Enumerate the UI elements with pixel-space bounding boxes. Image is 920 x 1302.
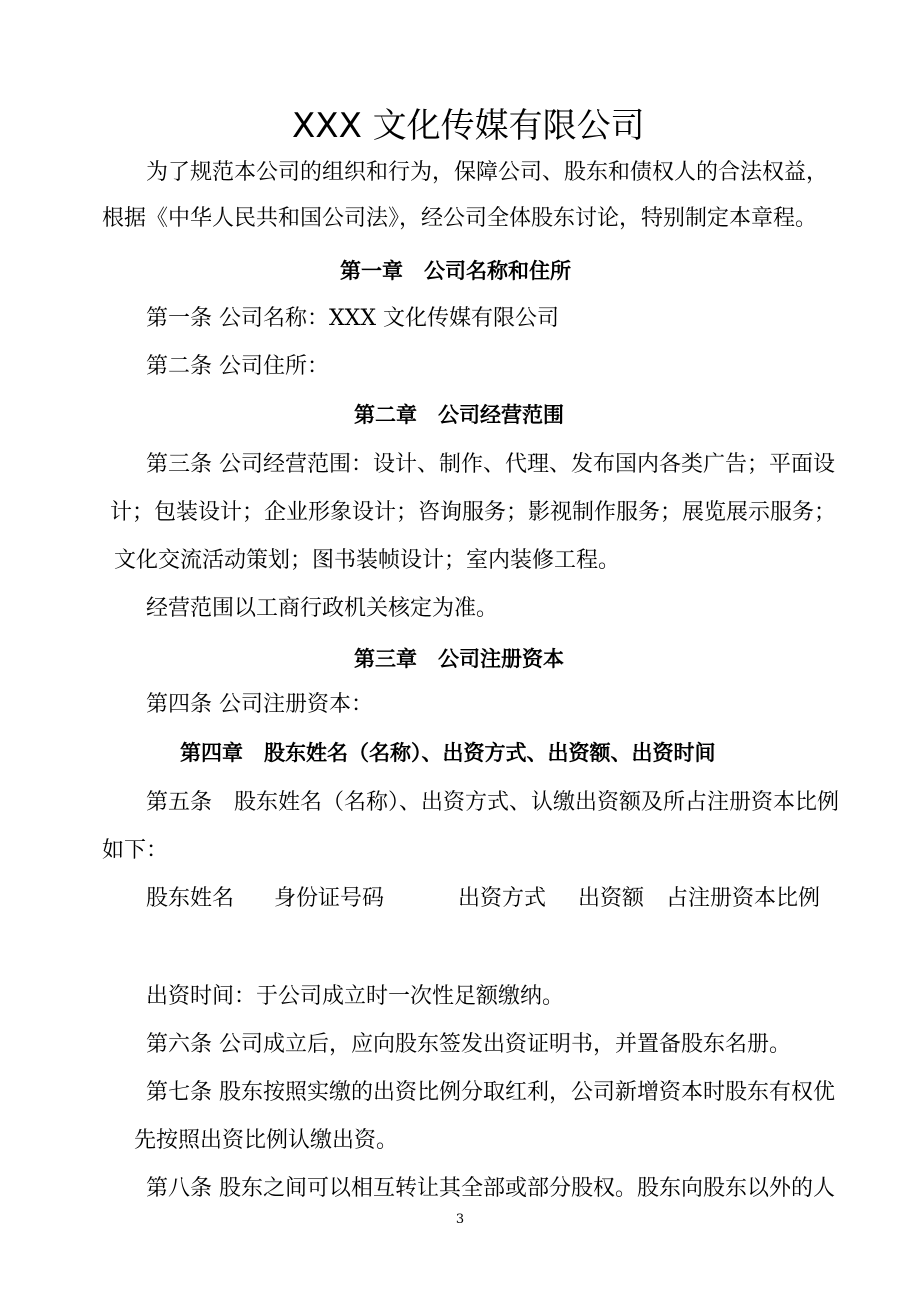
article-4: 第四条 公司注册资本： [146, 692, 373, 717]
article-7-line-2: 先按照出资比例认缴出资。 [134, 1128, 399, 1153]
article-3-line-1: 第三条 公司经营范围：设计、制作、代理、发布国内各类广告；平面设 [146, 452, 835, 477]
article-1: 第一条 公司名称：XXX 文化传媒有限公司 [146, 306, 559, 331]
article-8-line-1: 第八条 股东之间可以相互转让其全部或部分股权。股东向股东以外的人 [146, 1176, 835, 1201]
article-5-line-2: 如下： [102, 838, 169, 863]
intro-line-2: 根据《中华人民共和国公司法》，经公司全体股东讨论，特别制定本章程。 [102, 206, 818, 231]
chapter-3-heading: 第三章 公司注册资本 [354, 647, 564, 671]
article-7-line-1: 第七条 股东按照实缴的出资比例分取红利，公司新增资本时股东有权优 [146, 1080, 835, 1105]
chapter-1-heading: 第一章 公司名称和住所 [340, 259, 571, 283]
header-id-number: 身份证号码 [274, 886, 385, 911]
article-5-line-1: 第五条 股东姓名（名称）、出资方式、认缴出资额及所占注册资本比例 [146, 790, 840, 815]
article-6: 第六条 公司成立后，应向股东签发出资证明书，并置备股东名册。 [146, 1032, 791, 1057]
article-2: 第二条 公司住所： [146, 354, 329, 379]
article-3-line-2: 计；包装设计；企业形象设计；咨询服务；影视制作服务；展览展示服务； [110, 500, 837, 525]
contribution-time: 出资时间：于公司成立时一次性足额缴纳。 [146, 984, 565, 1009]
article-3-line-3: 文化交流活动策划；图书装帧设计；室内装修工程。 [114, 548, 621, 573]
header-contribution-method: 出资方式 [458, 886, 547, 911]
header-capital-ratio: 占注册资本比例 [666, 886, 821, 911]
document-title: XXX 文化传媒有限公司 [292, 106, 645, 146]
business-scope-note: 经营范围以工商行政机关核定为准。 [146, 596, 499, 621]
chapter-2-heading: 第二章 公司经营范围 [354, 403, 564, 427]
page-number: 3 [455, 1212, 465, 1227]
header-shareholder-name: 股东姓名 [146, 886, 235, 911]
chapter-4-heading: 第四章 股东姓名（名称）、出资方式、出资额、出资时间 [180, 741, 716, 765]
intro-line-1: 为了规范本公司的组织和行为，保障公司、股东和债权人的合法权益， [146, 160, 829, 185]
header-contribution-amount: 出资额 [578, 886, 645, 911]
